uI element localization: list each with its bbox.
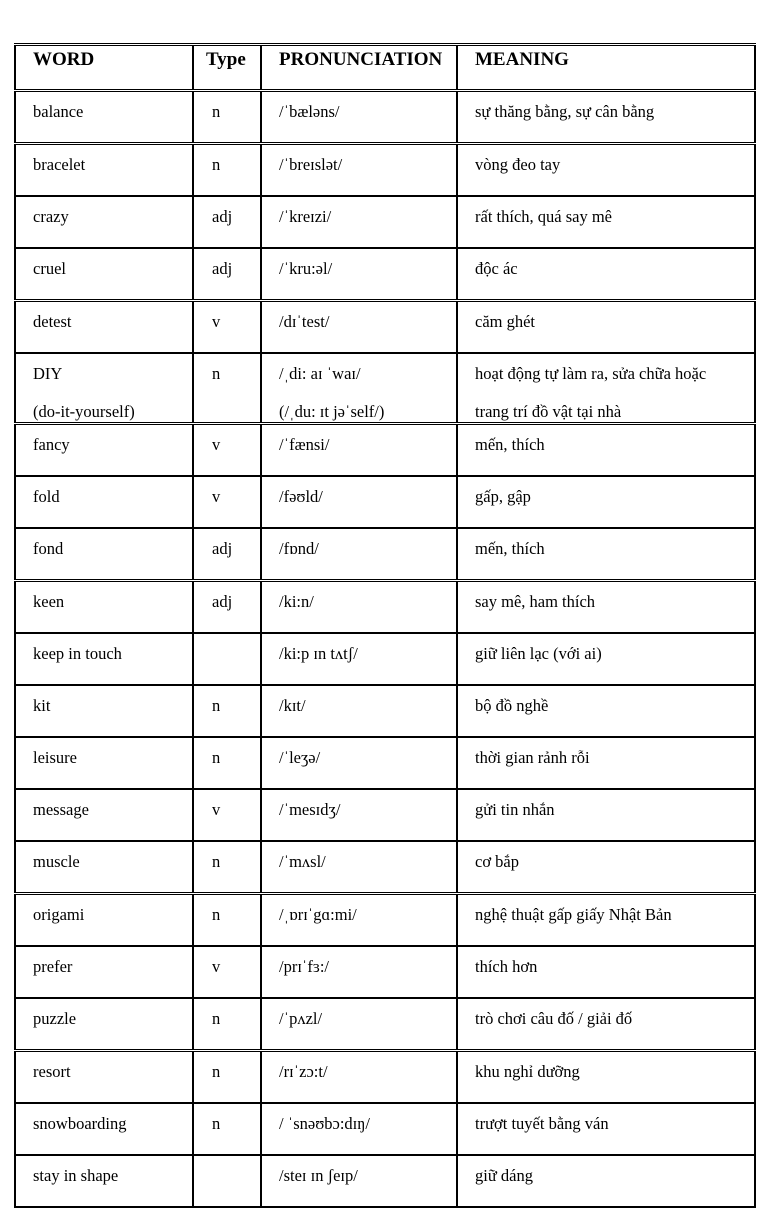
- table-row: [15, 894, 755, 947]
- type-cell: [193, 633, 261, 685]
- type-cell: v: [193, 476, 261, 528]
- meaning-cell: sự thăng bằng, sự cân bằng: [457, 91, 755, 144]
- header-type: Type: [193, 45, 261, 91]
- header-word: WORD: [15, 45, 193, 91]
- meaning-cell: vòng đeo tay: [457, 144, 755, 197]
- header-meaning: MEANING: [457, 45, 755, 91]
- word-cell: keen: [15, 581, 193, 634]
- meaning-cell: thời gian rảnh rỗi: [457, 737, 755, 789]
- pronunciation-cell: /ˈkru:əl/: [261, 248, 457, 301]
- type-cell: [193, 1155, 261, 1207]
- type-cell: adj: [193, 581, 261, 634]
- type-cell: n: [193, 894, 261, 947]
- table-row: [15, 1051, 755, 1104]
- meaning-cell: [457, 353, 755, 424]
- header-row: [15, 45, 755, 91]
- word-cell: kit: [15, 685, 193, 737]
- word-cell: crazy: [15, 196, 193, 248]
- meaning-cell: khu nghỉ dưỡng: [457, 1051, 755, 1104]
- meaning-line: trang trí đồ vật tại nhà: [475, 402, 622, 421]
- word-cell: message: [15, 789, 193, 841]
- pronunciation-cell: /ˈmʌsl/: [261, 841, 457, 894]
- word-cell: keep in touch: [15, 633, 193, 685]
- meaning-cell: bộ đồ nghề: [457, 685, 755, 737]
- meaning-cell: say mê, ham thích: [457, 581, 755, 634]
- table-row: [15, 841, 755, 894]
- table-row: [15, 1155, 755, 1207]
- pronunciation-cell: /dɪˈtest/: [261, 301, 457, 354]
- word-line: (do-it-yourself): [33, 402, 135, 421]
- meaning-cell: cơ bắp: [457, 841, 755, 894]
- meaning-cell: giữ dáng: [457, 1155, 755, 1207]
- word-cell: fancy: [15, 424, 193, 477]
- pronunciation-cell: /rɪˈzɔ:t/: [261, 1051, 457, 1104]
- type-cell: n: [193, 841, 261, 894]
- table-row: [15, 196, 755, 248]
- meaning-cell: thích hơn: [457, 946, 755, 998]
- header-pronunciation: PRONUNCIATION: [261, 45, 457, 91]
- pronunciation-cell: /fəʊld/: [261, 476, 457, 528]
- type-cell: adj: [193, 196, 261, 248]
- table-row: [15, 998, 755, 1051]
- meaning-cell: mến, thích: [457, 528, 755, 581]
- type-cell: n: [193, 1103, 261, 1155]
- meaning-cell: rất thích, quá say mê: [457, 196, 755, 248]
- meaning-cell: gấp, gập: [457, 476, 755, 528]
- pronunciation-line: (/ˌdu: ɪt jəˈself/): [279, 402, 385, 421]
- meaning-cell: mến, thích: [457, 424, 755, 477]
- type-cell: n: [193, 685, 261, 737]
- pronunciation-cell: /ˈfænsi/: [261, 424, 457, 477]
- meaning-cell: nghệ thuật gấp giấy Nhật Bản: [457, 894, 755, 947]
- word-cell: stay in shape: [15, 1155, 193, 1207]
- meaning-cell: giữ liên lạc (với ai): [457, 633, 755, 685]
- word-cell: snowboarding: [15, 1103, 193, 1155]
- meaning-cell: trò chơi câu đố / giải đố: [457, 998, 755, 1051]
- table-row: [15, 737, 755, 789]
- word-cell: puzzle: [15, 998, 193, 1051]
- word-cell: bracelet: [15, 144, 193, 197]
- pronunciation-cell: /steɪ ɪn ʃeɪp/: [261, 1155, 457, 1207]
- pronunciation-cell: / ˈsnəʊbɔ:dɪŋ/: [261, 1103, 457, 1155]
- meaning-cell: trượt tuyết bằng ván: [457, 1103, 755, 1155]
- pronunciation-cell: /ˈmesɪdʒ/: [261, 789, 457, 841]
- word-cell: fond: [15, 528, 193, 581]
- word-cell: leisure: [15, 737, 193, 789]
- table-row: [15, 476, 755, 528]
- pronunciation-cell: /ˈpʌzl/: [261, 998, 457, 1051]
- table-row: [15, 91, 755, 144]
- table-row: [15, 248, 755, 301]
- word-cell: fold: [15, 476, 193, 528]
- table-row: [15, 633, 755, 685]
- table-row: [15, 581, 755, 634]
- word-cell: muscle: [15, 841, 193, 894]
- pronunciation-cell: /ki:p ɪn tʌtʃ/: [261, 633, 457, 685]
- word-cell: prefer: [15, 946, 193, 998]
- type-cell: adj: [193, 248, 261, 301]
- type-cell: v: [193, 424, 261, 477]
- table-row: [15, 144, 755, 197]
- pronunciation-cell: [261, 353, 457, 424]
- vocabulary-table: [14, 43, 756, 1208]
- type-cell: n: [193, 1051, 261, 1104]
- pronunciation-cell: /ˈbæləns/: [261, 91, 457, 144]
- type-cell: n: [193, 353, 261, 424]
- table-row: [15, 1103, 755, 1155]
- meaning-cell: căm ghét: [457, 301, 755, 354]
- type-cell: n: [193, 144, 261, 197]
- meaning-cell: gửi tin nhắn: [457, 789, 755, 841]
- type-cell: v: [193, 301, 261, 354]
- pronunciation-line: /ˌdi: aɪ ˈwaɪ/: [279, 364, 361, 383]
- table-row: [15, 685, 755, 737]
- type-cell: n: [193, 737, 261, 789]
- meaning-cell: độc ác: [457, 248, 755, 301]
- meaning-line: hoạt động tự làm ra, sửa chữa hoặc: [475, 364, 707, 383]
- table-row: [15, 424, 755, 477]
- table-row: [15, 946, 755, 998]
- type-cell: v: [193, 946, 261, 998]
- pronunciation-cell: /ˈkreɪzi/: [261, 196, 457, 248]
- word-cell: origami: [15, 894, 193, 947]
- pronunciation-cell: /fɒnd/: [261, 528, 457, 581]
- type-cell: v: [193, 789, 261, 841]
- pronunciation-cell: /prɪˈfɜ:/: [261, 946, 457, 998]
- type-cell: n: [193, 998, 261, 1051]
- table-row: [15, 353, 755, 424]
- pronunciation-cell: /ki:n/: [261, 581, 457, 634]
- pronunciation-cell: /kɪt/: [261, 685, 457, 737]
- table-row: [15, 301, 755, 354]
- word-line: DIY: [33, 364, 63, 383]
- word-cell: resort: [15, 1051, 193, 1104]
- word-cell: [15, 353, 193, 424]
- pronunciation-cell: /ˈbreɪslət/: [261, 144, 457, 197]
- table-row: [15, 528, 755, 581]
- word-cell: balance: [15, 91, 193, 144]
- type-cell: adj: [193, 528, 261, 581]
- table-row: [15, 789, 755, 841]
- type-cell: n: [193, 91, 261, 144]
- pronunciation-cell: /ˈleʒə/: [261, 737, 457, 789]
- word-cell: detest: [15, 301, 193, 354]
- pronunciation-cell: /ˌɒrɪˈgɑ:mi/: [261, 894, 457, 947]
- word-cell: cruel: [15, 248, 193, 301]
